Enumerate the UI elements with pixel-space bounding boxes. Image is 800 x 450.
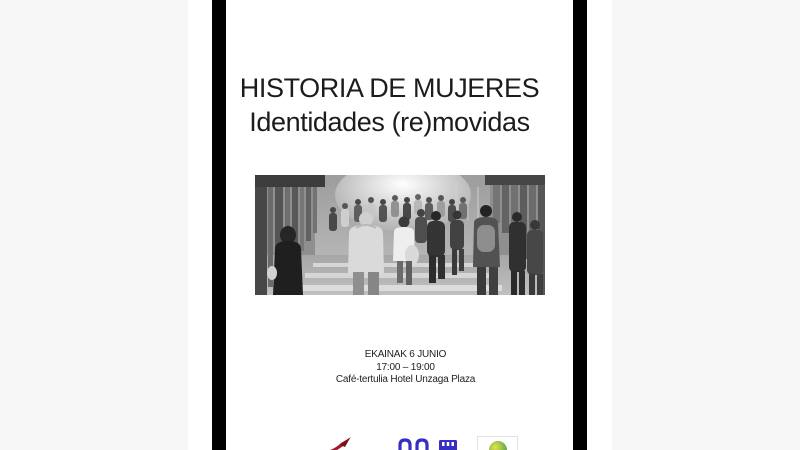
phone-bezel-right [573, 0, 587, 450]
green-globe-icon [489, 441, 507, 450]
event-time: 17:00 – 19:00 [376, 361, 435, 373]
phone-screen [226, 0, 573, 450]
green-globe-logo [477, 436, 518, 450]
crowd-street-photo-art [255, 175, 545, 295]
red-script-logo-icon [326, 436, 354, 450]
blue-crown-logo [438, 439, 458, 450]
poster-title [226, 71, 573, 139]
blue-emblem-logo [398, 438, 430, 450]
phone-mockup [188, 0, 612, 450]
event-date: EKAINAK 6 JUNIO [364, 349, 447, 360]
crowd-street-photo [255, 175, 545, 295]
event-info [226, 349, 573, 387]
poster-title-line2: Identidades (re)movidas [249, 107, 530, 137]
red-script-logo [326, 436, 354, 450]
phone-bezel-left [212, 0, 226, 450]
blue-emblem-logo-icon [398, 438, 430, 450]
poster-title-line1: HISTORIA DE MUJERES [239, 73, 540, 103]
blue-crown-logo-icon [438, 439, 458, 450]
event-venue: Café-tertulia Hotel Unzaga Plaza [335, 374, 476, 385]
